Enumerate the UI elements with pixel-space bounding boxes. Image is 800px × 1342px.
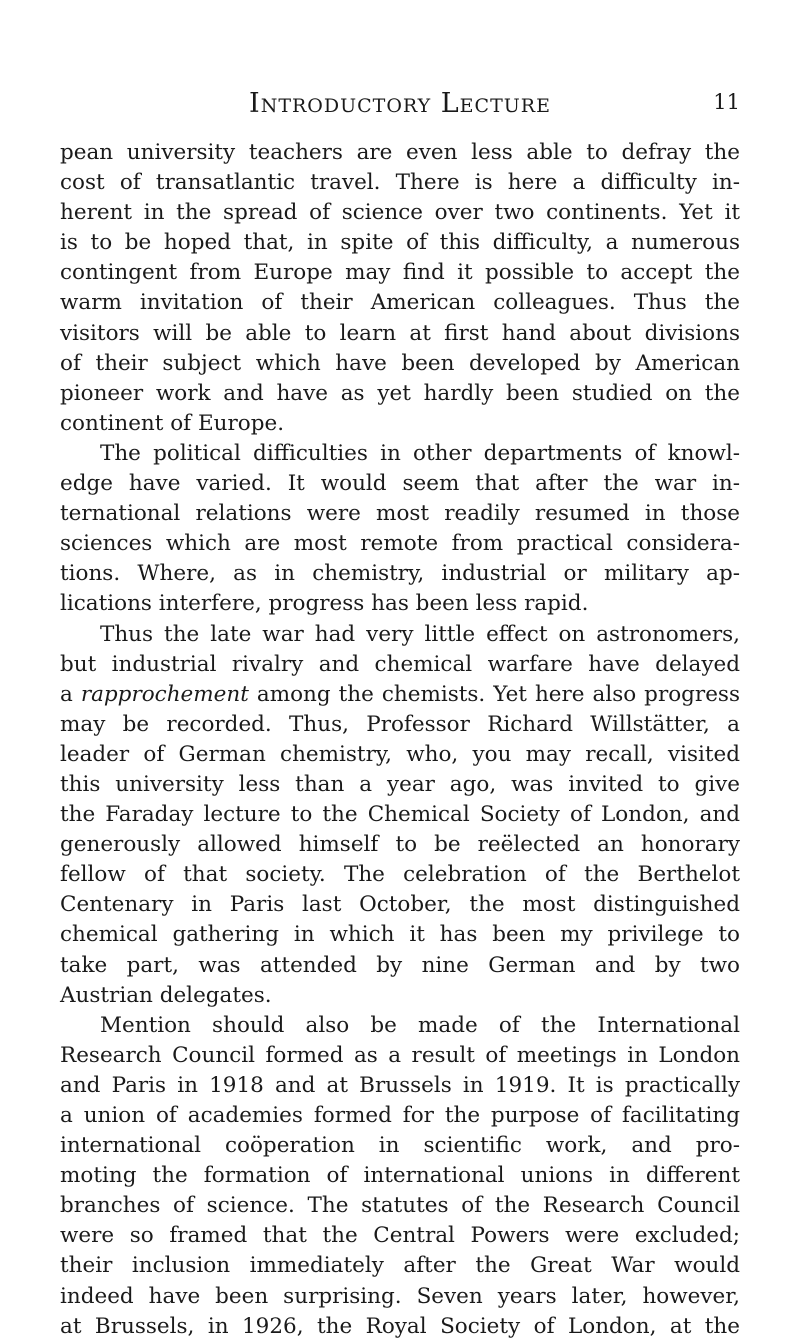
text-line: their inclusion immediately after the Great War would — [60, 1253, 740, 1279]
text-line: leader of German chemistry, who, you may recall, visited — [60, 741, 740, 767]
text-line: indeed have been surprising. Seven years later, however, — [60, 1283, 740, 1309]
text-line: at Brussels, in 1926, the Royal Society of London, at the — [60, 1313, 740, 1339]
text-line: pioneer work and have as yet hardly been studied on the — [60, 380, 740, 406]
text-line: continent of Europe. — [60, 410, 285, 436]
text-line: and Paris in 1918 and at Brussels in 1919. It is practically — [60, 1072, 740, 1098]
text-line: chemical gathering in which it has been my privilege to — [60, 922, 740, 948]
text-line: sciences which are most remote from practical considera- — [60, 531, 740, 557]
text-line: tions. Where, as in chemistry, industrial or military ap- — [60, 561, 740, 587]
text-line: ternational relations were most readily resumed in those — [60, 501, 740, 527]
text-line: Research Council formed as a result of meetings in London — [60, 1042, 740, 1068]
text-line: visitors will be able to learn at first hand about divisions — [60, 320, 740, 346]
page-number: 11 — [713, 90, 740, 114]
text-line: edge have varied. It would seem that after the war in- — [60, 471, 740, 497]
body-text — [60, 138, 740, 1342]
text-line: fellow of that society. The celebration of the Berthelot — [60, 862, 740, 888]
running-head-title: Introductory Lecture — [249, 88, 551, 119]
text-line: Centenary in Paris last October, the most distinguished — [60, 892, 740, 918]
italic-term: rapprochement — [80, 681, 249, 707]
text-line: Mention should also be made of the International — [100, 1012, 740, 1038]
running-header — [60, 88, 740, 128]
text-line: lications interfere, progress has been less rapid. — [60, 591, 589, 617]
text-line: Thus the late war had very little effect on astronomers, — [100, 621, 740, 647]
text-line: were so framed that the Central Powers were excluded; — [60, 1223, 740, 1249]
text-line: warm invitation of their American colleagues. Thus the — [60, 290, 740, 316]
text-line: of their subject which have been developed by American — [60, 350, 740, 376]
text-line: branches of science. The statutes of the Research Council — [60, 1193, 740, 1219]
text-line: but industrial rivalry and chemical warfare have delayed — [60, 651, 740, 677]
text-line: the Faraday lecture to the Chemical Society of London, and — [60, 802, 740, 828]
text-line: may be recorded. Thus, Professor Richard Willstätter, a — [60, 711, 740, 737]
text-line: is to be hoped that, in spite of this difficulty, a numerous — [60, 230, 740, 256]
text-line: Austrian delegates. — [60, 982, 272, 1008]
text-line: herent in the spread of science over two continents. Yet it — [60, 200, 740, 226]
text-line: contingent from Europe may find it possible to accept the — [60, 260, 740, 286]
text-line: pean university teachers are even less able to defray the — [60, 140, 740, 165]
text-line: moting the formation of international unions in different — [60, 1163, 740, 1189]
text-line: a rapprochement among the chemists. Yet here also progress — [60, 681, 740, 707]
text-line: cost of transatlantic travel. There is here a difficulty in- — [60, 170, 740, 196]
text-line: a union of academies formed for the purpose of facilitating — [60, 1103, 740, 1128]
text-line: generously allowed himself to be reëlected an honorary — [60, 832, 740, 858]
text-line: this university less than a year ago, was invited to give — [60, 771, 740, 797]
text-line: take part, was attended by nine German and by two — [60, 952, 740, 978]
text-line: The political difficulties in other departments of knowl- — [100, 440, 740, 466]
text-line: international coöperation in scientific work, and pro- — [60, 1133, 740, 1159]
